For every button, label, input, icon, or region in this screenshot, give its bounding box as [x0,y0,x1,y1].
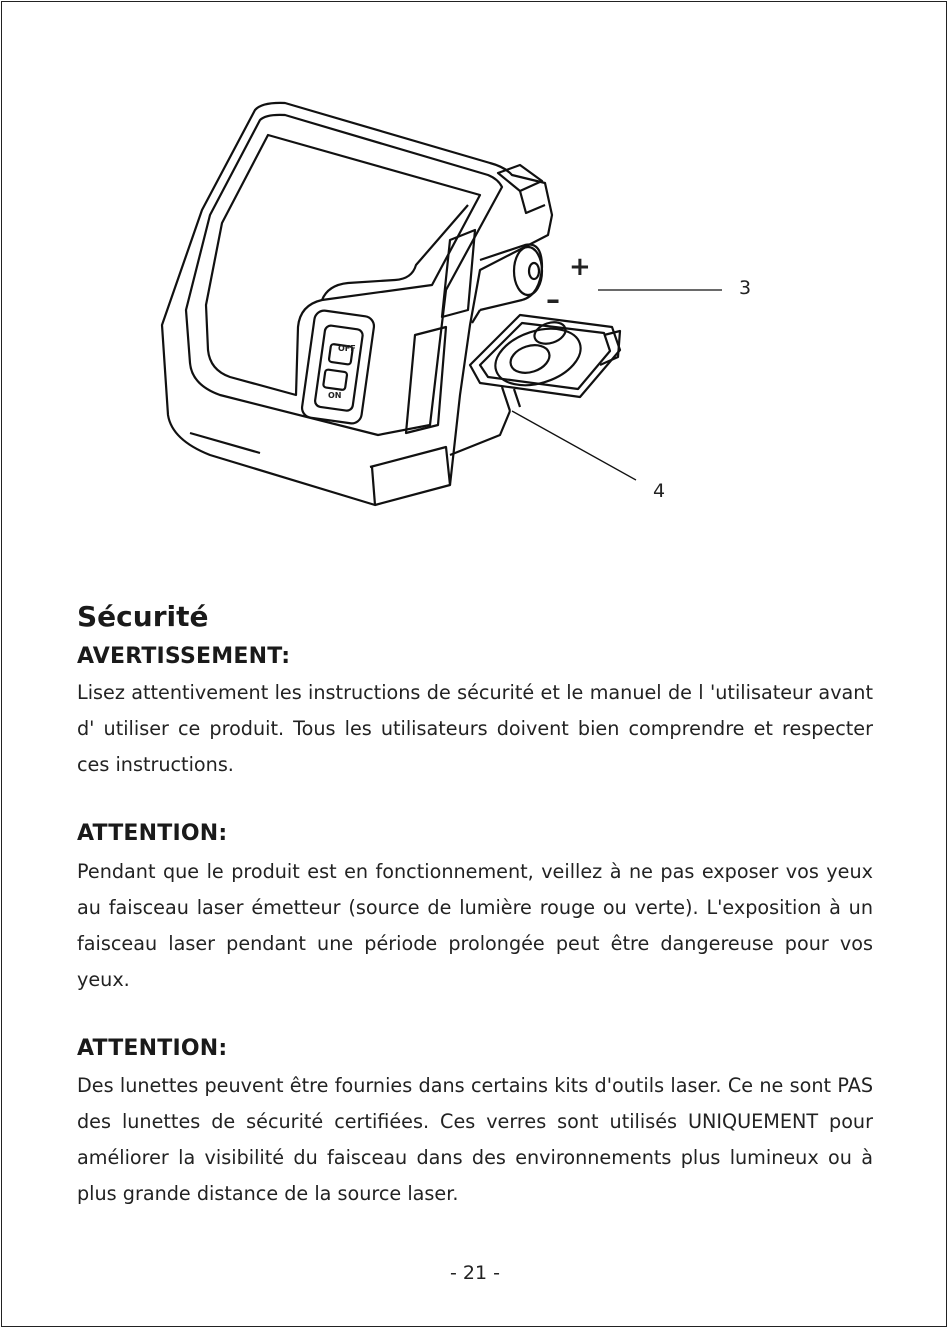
callout-label-3: 3 [739,277,752,299]
product-illustration [150,95,780,515]
attention-heading-1: ATTENTION: [77,821,228,846]
switch-label-on: ON [328,391,342,400]
warning-heading: AVERTISSEMENT: [77,644,291,669]
attention-paragraph-2: Des lunettes peuvent être fournies dans certains kits d'outils laser. Ce ne sont PAS des lunettes de sécurité certifiées. Ces verres sont utilisés UNIQUEMENT pour améliorer la visibilité du faisceau dans des environnements plus lumineux ou à plus grande distance de la source laser. [77,1074,873,1205]
switch-label-off: OFF [338,344,356,353]
laser-level-drawing [150,95,780,515]
warning-paragraph: Lisez attentivement les instructions de sécurité et le manuel de l 'utilisateur avant d' utiliser ce produit. Tous les utilisateurs doivent bien comprendre et respecter ces instructions. [77,681,873,776]
section-title: Sécurité [77,600,209,633]
page-number: - 21 - [450,1262,500,1284]
callout-label-4: 4 [653,480,666,502]
attention-paragraph-1: Pendant que le produit est en fonctionnement, veillez à ne pas exposer vos yeux au faisceau laser émetteur (source de lumière rouge ou verte). L'exposition à un faisceau laser pendant une période prolongée peut être dangereuse pour vos yeux. [77,860,873,991]
minus-sign: – [546,283,560,316]
attention-heading-2: ATTENTION: [77,1036,228,1061]
plus-sign: + [569,252,591,282]
